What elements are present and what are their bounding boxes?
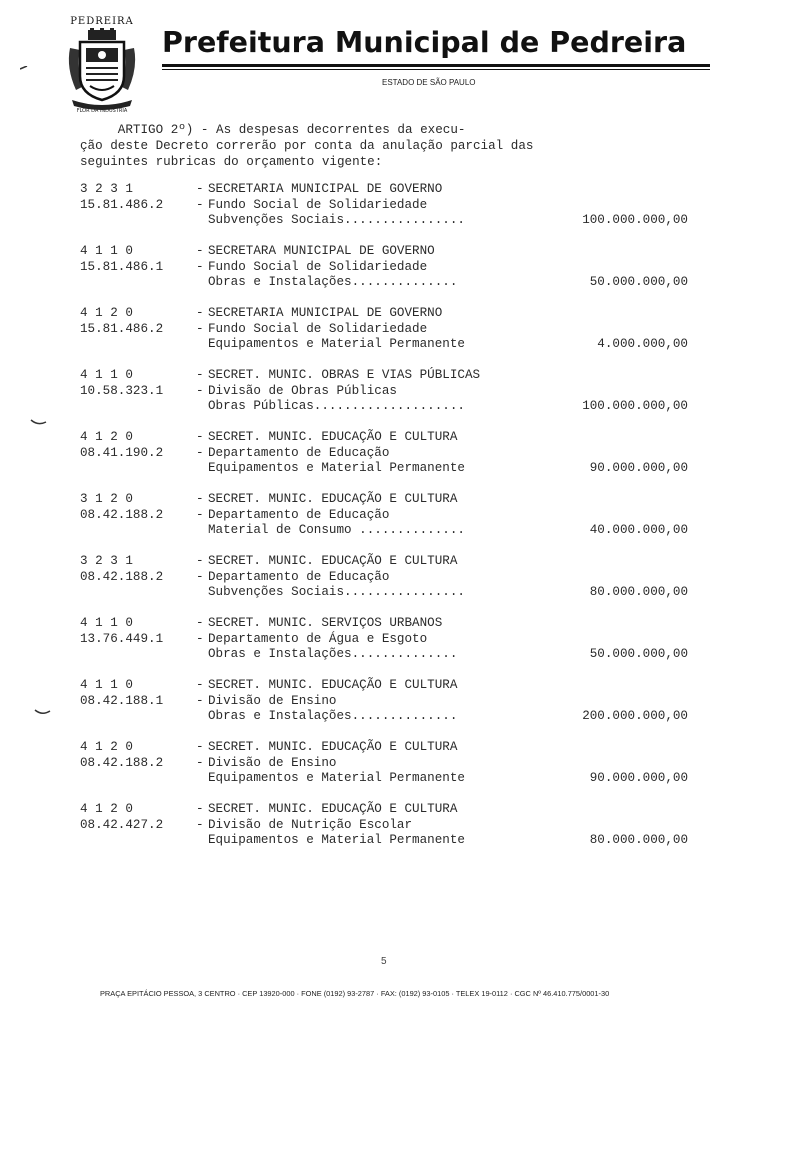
entry-department: SECRET. MUNIC. EDUCAÇÃO E CULTURA [208,678,458,692]
entry-unit: Departamento de Educação [208,569,390,584]
budget-entry: 3 1 2 0 - SECRET. MUNIC. EDUCAÇÃO E CULTURA 08.42.188.2 - Departamento de Educação Material de Consumo .............. 40.000.000,00 [80,492,688,537]
page-title: Prefeitura Municipal de Pedreira [162,26,687,59]
entry-amount: 40.000.000,00 [589,523,688,537]
entry-code: 3 1 2 0 [80,492,133,506]
entry-department: SECRETARIA MUNICIPAL DE GOVERNO [208,306,443,320]
entry-program: 08.42.188.1 [80,693,164,708]
article-line: ção deste Decreto correrão por conta da anulação parcial das [80,139,534,153]
budget-entry: 4 1 1 0 - SECRETARA MUNICIPAL DE GOVERNO 15.81.486.1 - Fundo Social de Solidariedade Obras e Instalações.............. 50.000.000,00 [80,244,688,289]
entry-unit: Fundo Social de Solidariedade [208,321,428,336]
entry-department: SECRET. MUNIC. EDUCAÇÃO E CULTURA [208,740,458,754]
budget-entry: 3 2 3 1 - SECRET. MUNIC. EDUCAÇÃO E CULTURA 08.42.188.2 - Departamento de Educação Subvenções Sociais................ 80.000.000,00 [80,554,688,599]
entry-program: 15.81.486.1 [80,259,164,274]
entry-department: SECRET. MUNIC. EDUCAÇÃO E CULTURA [208,554,458,568]
entry-item: Equipamentos e Material Permanente [208,833,465,847]
article-line: seguintes rubricas do orçamento vigente: [80,155,383,169]
seal-motto: FLOR DA INDUSTRIA [76,108,128,114]
entry-unit: Fundo Social de Solidariedade [208,259,428,274]
entry-amount: 200.000.000,00 [582,709,688,723]
entry-unit: Divisão de Ensino [208,693,337,708]
entry-item: Subvenções Sociais................ [208,585,465,599]
entry-unit: Divisão de Obras Públicas [208,383,397,398]
budget-entries [80,182,720,864]
article-paragraph [80,122,720,170]
entry-item: Obras e Instalações.............. [208,275,458,289]
entry-department: SECRET. MUNIC. OBRAS E VIAS PÚBLICAS [208,368,481,382]
budget-entry: 4 1 1 0 - SECRET. MUNIC. OBRAS E VIAS PÚBLICAS 10.58.323.1 - Divisão de Obras Públicas Obras Públicas.................... 100.000.000,00 [80,368,688,413]
entry-item: Equipamentos e Material Permanente [208,771,465,785]
budget-entry: 4 1 2 0 - SECRETARIA MUNICIPAL DE GOVERNO 15.81.486.2 - Fundo Social de Solidariedade Equipamentos e Material Permanente 4.000.000,00 [80,306,688,351]
entry-unit: Fundo Social de Solidariedade [208,197,428,212]
entry-code: 4 1 2 0 [80,802,133,816]
entry-item: Equipamentos e Material Permanente [208,337,465,351]
scan-mark-icon [30,418,48,426]
entry-amount: 90.000.000,00 [589,461,688,475]
state-label: ESTADO DE SÃO PAULO [382,78,476,87]
budget-entry: 4 1 2 0 - SECRET. MUNIC. EDUCAÇÃO E CULTURA 08.42.427.2 - Divisão de Nutrição Escolar Equipamentos e Material Permanente 80.000.000,00 [80,802,688,847]
scan-mark-icon [20,66,28,70]
entry-item: Obras e Instalações.............. [208,647,458,661]
entry-amount: 80.000.000,00 [589,833,688,847]
entry-code: 3 2 3 1 [80,182,133,196]
header-rule [162,64,710,67]
budget-entry: 3 2 3 1 - SECRETARIA MUNICIPAL DE GOVERNO 15.81.486.2 - Fundo Social de Solidariedade Subvenções Sociais................ 100.000.000,00 [80,182,688,227]
entry-department: SECRET. MUNIC. SERVIÇOS URBANOS [208,616,443,630]
entry-code: 4 1 1 0 [80,616,133,630]
entry-program: 08.42.188.2 [80,569,164,584]
entry-code: 3 2 3 1 [80,554,133,568]
entry-unit: Departamento de Educação [208,507,390,522]
entry-code: 4 1 2 0 [80,306,133,320]
entry-department: SECRETARIA MUNICIPAL DE GOVERNO [208,182,443,196]
entry-amount: 100.000.000,00 [582,399,688,413]
article-line: ARTIGO 2º) - As despesas decorrentes da execu- [80,123,466,137]
entry-department: SECRET. MUNIC. EDUCAÇÃO E CULTURA [208,430,458,444]
entry-department: SECRETARA MUNICIPAL DE GOVERNO [208,244,435,258]
entry-code: 4 1 1 0 [80,678,133,692]
entry-item: Material de Consumo .............. [208,523,465,537]
budget-entry: 4 1 2 0 - SECRET. MUNIC. EDUCAÇÃO E CULTURA 08.42.188.2 - Divisão de Ensino Equipamentos e Material Permanente 90.000.000,00 [80,740,688,785]
entry-code: 4 1 2 0 [80,740,133,754]
entry-item: Obras e Instalações.............. [208,709,458,723]
page-number: 5 [381,956,387,967]
header-rule-thin [162,69,710,70]
entry-code: 4 1 1 0 [80,368,133,382]
entry-unit: Divisão de Ensino [208,755,337,770]
entry-department: SECRET. MUNIC. EDUCAÇÃO E CULTURA [208,802,458,816]
entry-unit: Departamento de Educação [208,445,390,460]
budget-entry: 4 1 2 0 - SECRET. MUNIC. EDUCAÇÃO E CULTURA 08.41.190.2 - Departamento de Educação Equipamentos e Material Permanente 90.000.000,00 [80,430,688,475]
entry-program: 08.41.190.2 [80,445,164,460]
entry-program: 08.42.188.2 [80,755,164,770]
entry-code: 4 1 1 0 [80,244,133,258]
scan-mark-icon [34,708,52,716]
budget-entry: 4 1 1 0 - SECRET. MUNIC. EDUCAÇÃO E CULTURA 08.42.188.1 - Divisão de Ensino Obras e Instalações.............. 200.000.000,00 [80,678,688,723]
entry-program: 15.81.486.2 [80,197,164,212]
entry-unit: Divisão de Nutrição Escolar [208,817,413,832]
budget-entry: 4 1 1 0 - SECRET. MUNIC. SERVIÇOS URBANOS 13.76.449.1 - Departamento de Água e Esgoto Obras e Instalações.............. 50.000.000,00 [80,616,688,661]
entry-program: 10.58.323.1 [80,383,164,398]
entry-amount: 100.000.000,00 [582,213,688,227]
entry-program: 13.76.449.1 [80,631,164,646]
entry-amount: 50.000.000,00 [589,647,688,661]
entry-amount: 50.000.000,00 [589,275,688,289]
entry-program: 15.81.486.2 [80,321,164,336]
entry-item: Subvenções Sociais................ [208,213,465,227]
entry-program: 08.42.188.2 [80,507,164,522]
entry-unit: Departamento de Água e Esgoto [208,631,428,646]
entry-item: Obras Públicas.................... [208,399,465,413]
coat-of-arms-icon [66,28,138,110]
footer-address: PRAÇA EPITÁCIO PESSOA, 3 CENTRO · CEP 13920-000 · FONE (0192) 93-2787 · FAX: (0192) 93-0105 · TELEX 19-0112 · CGC Nº 46.410.775/0001-30 [100,989,610,998]
entry-program: 08.42.427.2 [80,817,164,832]
entry-amount: 80.000.000,00 [589,585,688,599]
entry-department: SECRET. MUNIC. EDUCAÇÃO E CULTURA [208,492,458,506]
entry-item: Equipamentos e Material Permanente [208,461,465,475]
seal-top-text: PEDREIRA [70,16,134,27]
entry-amount: 90.000.000,00 [589,771,688,785]
entry-code: 4 1 2 0 [80,430,133,444]
entry-amount: 4.000.000,00 [597,337,688,351]
coat-of-arms [58,16,146,120]
